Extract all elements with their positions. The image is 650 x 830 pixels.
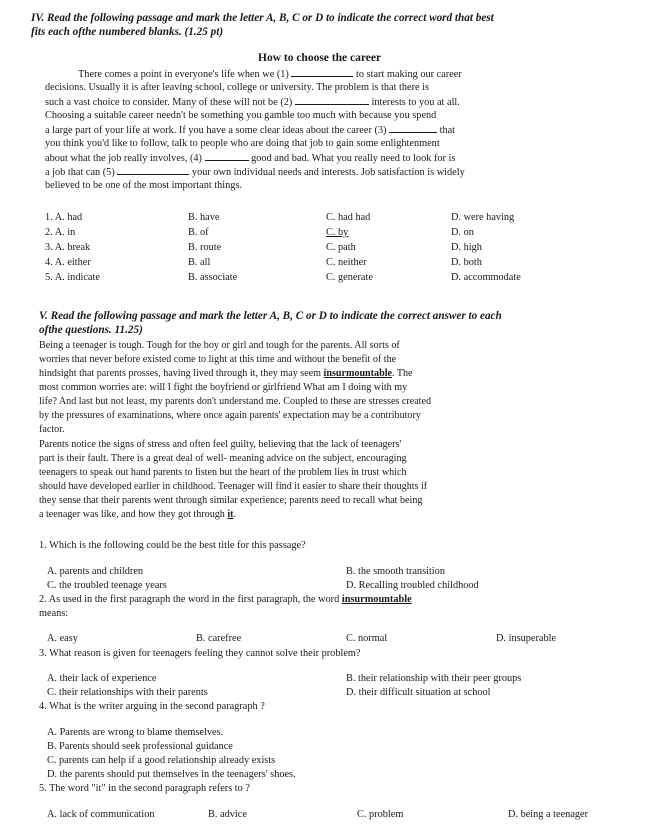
option-2c[interactable]: C. by <box>326 227 349 238</box>
q3-option-d[interactable]: D. their difficult situation at school <box>346 687 491 698</box>
q5-option-a[interactable]: A. lack of communication <box>47 809 155 820</box>
q1-option-c[interactable]: C. the troubled teenage years <box>47 580 167 591</box>
option-4d[interactable]: D. both <box>451 257 482 268</box>
option-2d[interactable]: D. on <box>451 227 474 238</box>
blank-1 <box>291 67 353 77</box>
passage-line: hindsight that parents prosses, having lived through it, they may seem insurmountable. The <box>39 368 413 379</box>
question-5: 5. The word "it" in the second paragraph refers to ? <box>39 783 250 794</box>
option-3a[interactable]: 3. A. break <box>45 242 91 253</box>
passage-line: by the pressures of examinations, where once again parents' expectation may be a contributory <box>39 410 421 421</box>
option-5b[interactable]: B. associate <box>188 272 238 283</box>
option-3c[interactable]: C. path <box>326 242 356 253</box>
q4-option-a[interactable]: A. Parents are wrong to blame themselves. <box>47 727 224 738</box>
blank-4 <box>205 151 249 161</box>
passage-line: worries that never before existed come to light at this time and without the benefit of the <box>39 354 397 365</box>
q2-option-b[interactable]: B. carefree <box>196 633 242 644</box>
question-2: 2. As used in the first paragraph the word in the first paragraph, the word insurmountable <box>39 594 412 605</box>
q5-option-d[interactable]: D. being a teenager <box>508 809 589 820</box>
passage-line: a teenager was like, and how they got through it. <box>39 509 237 520</box>
passage-line: believed to be one of the most important things. <box>45 180 243 191</box>
q3-option-b[interactable]: B. their relationship with their peer groups <box>346 673 522 684</box>
q1-option-b[interactable]: B. the smooth transition <box>346 566 445 577</box>
option-3b[interactable]: B. route <box>188 242 222 253</box>
passage-line: life? And last but not least, my parents don't understand me. Coupled to these are stresses created <box>39 396 432 407</box>
passage-line: a large part of your life at work. If you have a some clear ideas about the career (3) that <box>45 125 456 136</box>
passage-line: decisions. Usually it is after leaving school, college or university. The problem is that there is <box>45 82 430 93</box>
q2-option-c[interactable]: C. normal <box>346 633 388 644</box>
question-1: 1. Which is the following could be the best title for this passage? <box>39 540 306 551</box>
q1-option-a[interactable]: A. parents and children <box>47 566 144 577</box>
option-1b[interactable]: B. have <box>188 212 220 223</box>
option-4a[interactable]: 4. A. either <box>45 257 91 268</box>
section-v-heading-line1: V. Read the following passage and mark the letter A, B, C or D to indicate the correct answer to each <box>39 310 502 322</box>
section-iv-heading-line2: fits each ofthe numbered blanks. (1.25 pt) <box>31 26 224 38</box>
passage-line: should have developed earlier in childhood. Teenager will find it easier to share their thoughts if <box>39 481 428 492</box>
blank-5 <box>117 165 189 175</box>
option-2a[interactable]: 2. A. in <box>45 227 76 238</box>
passage-title: How to choose the career <box>258 52 382 64</box>
option-1d[interactable]: D. were having <box>451 212 515 223</box>
passage-line: such a vast choice to consider. Many of these will not be (2) interests to you at all. <box>45 97 460 108</box>
q2-option-a[interactable]: A. easy <box>47 633 78 644</box>
passage-line: they sense that their parents went through similar experience; parents need to recall what being <box>39 495 423 506</box>
q2-option-d[interactable]: D. insuperable <box>496 633 557 644</box>
passage-line: Parents notice the signs of stress and often feel guilty, believing that the lack of teenagers' <box>39 439 402 450</box>
keyword-insurmountable: insurmountable <box>323 368 392 379</box>
blank-3 <box>389 123 437 133</box>
section-iv-heading-line1: IV. Read the following passage and mark the letter A, B, C or D to indicate the correct word that best <box>31 12 494 24</box>
passage-line: part is their fault. There is a great deal of well- meaning advice on the subject, encouraging <box>39 453 407 464</box>
option-5a[interactable]: 5. A. indicate <box>45 272 100 283</box>
blank-2 <box>295 95 369 105</box>
passage-line: teenagers to speak out hand parents to listen but the heart of the problem lies in trust which <box>39 467 407 478</box>
option-2b[interactable]: B. of <box>188 227 209 238</box>
passage-line: about what the job really involves, (4) good and bad. What you really need to look for is <box>45 153 456 164</box>
question-2-cont: means: <box>39 608 69 619</box>
q4-option-b[interactable]: B. Parents should seek professional guidance <box>47 741 233 752</box>
section-v-heading-line2: ofthe questions. 11.25) <box>39 324 143 336</box>
q1-option-d[interactable]: D. Recalling troubled childhood <box>346 580 479 591</box>
q3-option-a[interactable]: A. their lack of experience <box>47 673 157 684</box>
option-5d[interactable]: D. accommodate <box>451 272 521 283</box>
passage-line: a job that can (5) your own individual needs and interests. Job satisfaction is widely <box>45 167 465 178</box>
keyword-it: it <box>227 509 234 520</box>
passage-line: factor. <box>39 424 65 435</box>
passage-line: Being a teenager is tough. Tough for the boy or girl and tough for the parents. All sorts of <box>39 340 400 351</box>
passage-line: There comes a point in everyone's life when we (1) to start making our career <box>78 69 462 80</box>
question-4: 4. What is the writer arguing in the second paragraph ? <box>39 701 265 712</box>
q3-option-c[interactable]: C. their relationships with their parents <box>47 687 208 698</box>
q5-option-c[interactable]: C. problem <box>357 809 404 820</box>
option-4b[interactable]: B. all <box>188 257 211 268</box>
option-3d[interactable]: D. high <box>451 242 482 253</box>
passage-line: Choosing a suitable career needn't be something you gamble too much with because you spend <box>45 110 437 121</box>
passage-line: most common worries are: will I fight the boyfriend or girlfriend What am I doing with my <box>39 382 408 393</box>
q4-option-c[interactable]: C. parents can help if a good relationship already exists <box>47 755 276 766</box>
q4-option-d[interactable]: D. the parents should put themselves in the teenagers' shoes. <box>47 769 296 780</box>
option-5c[interactable]: C. generate <box>326 272 373 283</box>
option-1a[interactable]: 1. A. had <box>45 212 83 223</box>
passage-line: you think you'd like to follow, talk to people who are doing that job to gain some enlightenment <box>45 138 440 149</box>
option-1c[interactable]: C. had had <box>326 212 371 223</box>
q5-option-b[interactable]: B. advice <box>208 809 247 820</box>
option-4c[interactable]: C. neither <box>326 257 367 268</box>
question-3: 3. What reason is given for teenagers feeling they cannot solve their problem? <box>39 648 361 659</box>
